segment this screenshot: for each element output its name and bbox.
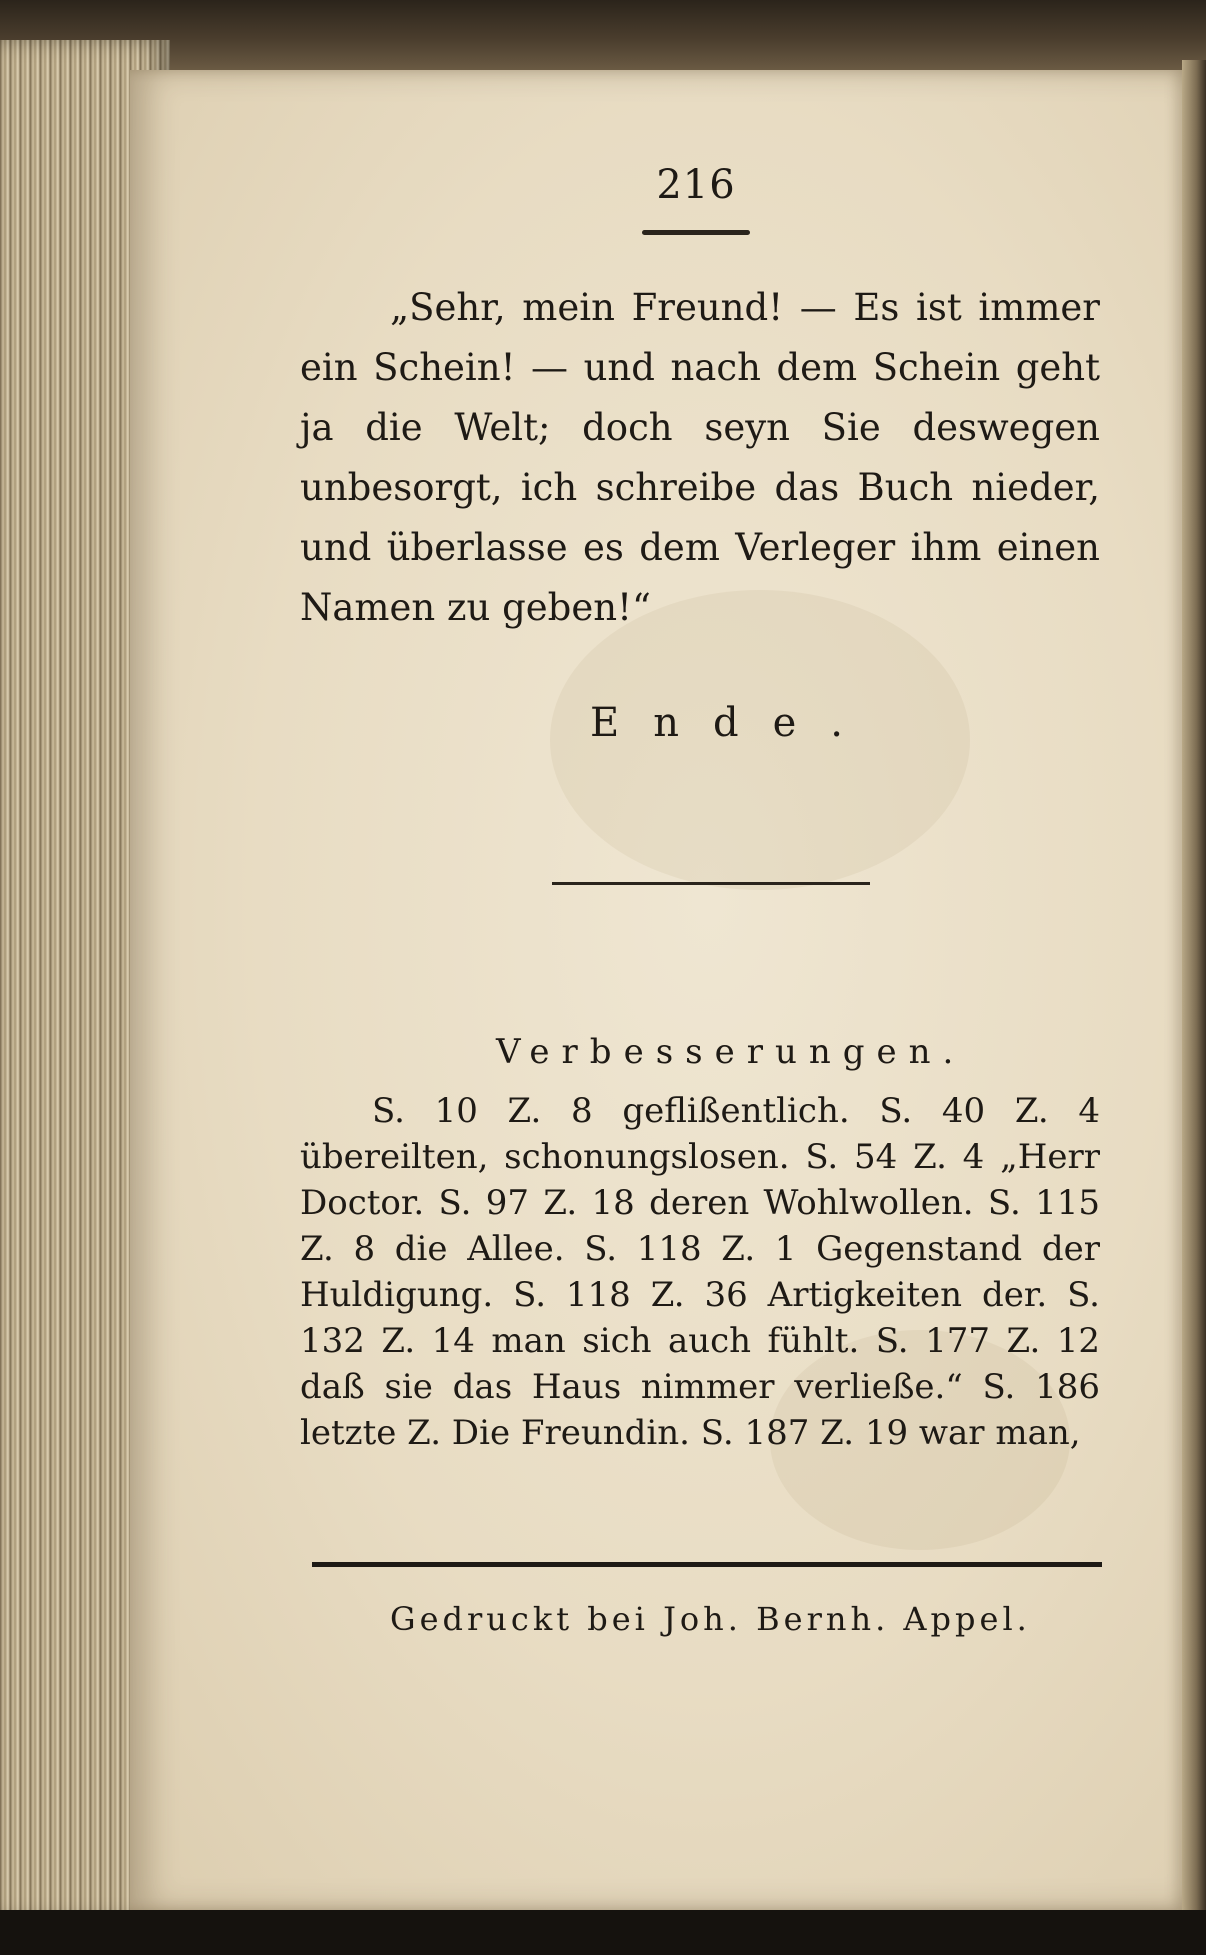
book-bottom-edge (0, 1910, 1206, 1955)
footer-rule (312, 1562, 1102, 1567)
section-divider (552, 882, 870, 885)
page-number: 216 (656, 162, 736, 208)
closing-paragraph: „Sehr, mein Freund! — Es ist immer ein Schein! — und nach dem Schein geht ja die Welt; doch seyn Sie deswegen unbesorgt, ich schreibe das Buch nieder, und überlasse es dem Verleger ihm einen Namen zu geben!“ (300, 286, 1100, 629)
header-rule (642, 230, 750, 235)
printer-imprint: Gedruckt bei Joh. Bernh. Appel. (390, 1600, 1031, 1638)
corrections-text: S. 10 Z. 8 geflißentlich. S. 40 Z. 4 übereilten, schonungslosen. S. 54 Z. 4 „Herr Doctor. S. 97 Z. 18 deren Wohlwollen. S. 115 Z. 8 die Allee. S. 118 Z. 1 Gegenstand der Huldigung. S. 118 Z. 36 Artigkeiten der. S. 132 Z. 14 man sich auch fühlt. S. 177 Z. 12 daß sie das Haus nimmer verließe.“ S. 186 letzte Z. Die Freundin. S. 187 Z. 19 war man, (300, 1091, 1100, 1453)
book-right-edge (1182, 60, 1206, 1920)
ende-heading: Ende. (590, 700, 877, 746)
corrections-heading: Verbesserungen. (496, 1032, 966, 1072)
book-spine-top (0, 0, 1206, 70)
